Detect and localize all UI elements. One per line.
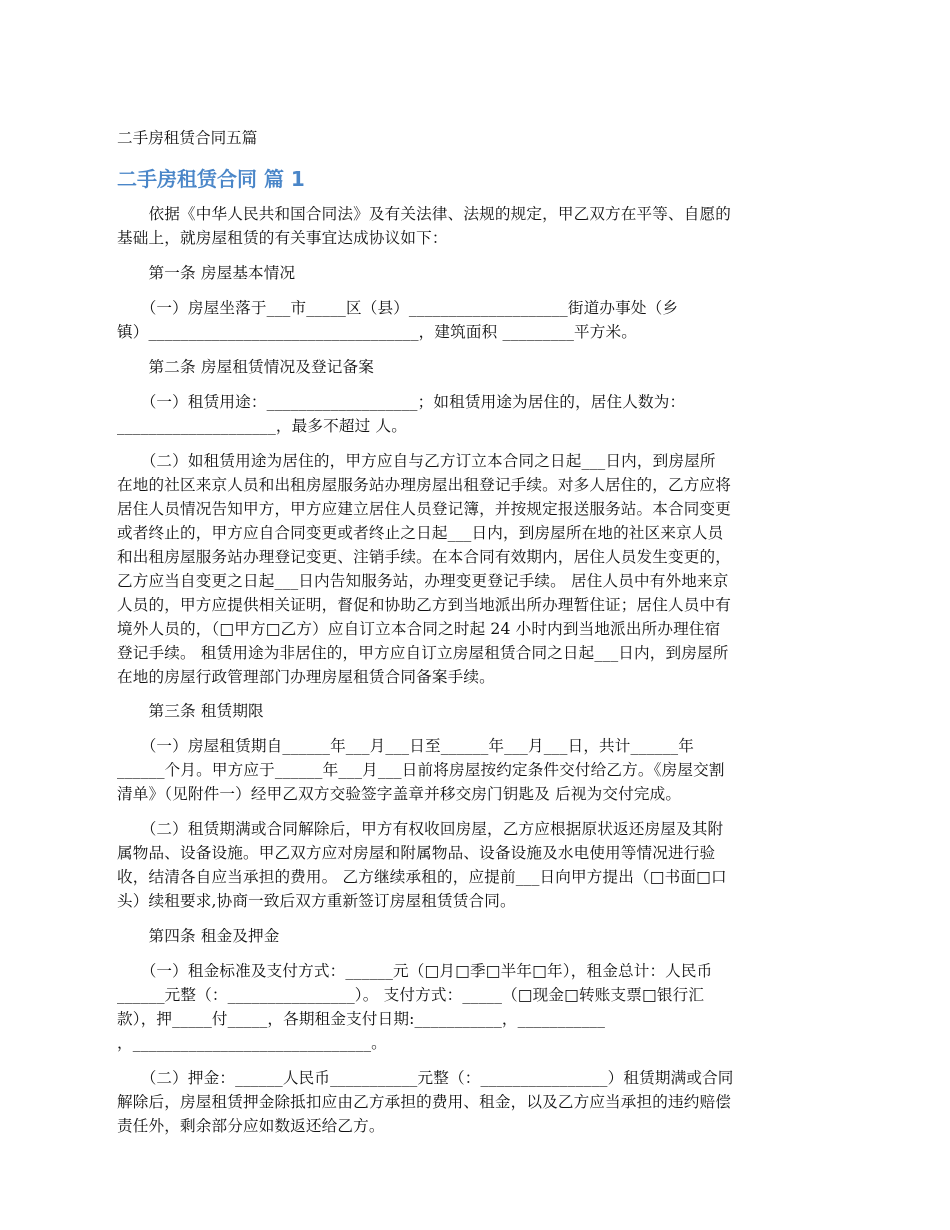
body-line: （一）租赁用途：___________________；如租赁用途为居住的，居住人数为：: [117, 393, 686, 411]
body-line: 和出租房屋服务站办理登记变更、注销手续。在本合同有效期内，居住人员发生变更的，: [117, 548, 732, 566]
body-line: 第三条 租赁期限: [117, 702, 264, 720]
body-line: 镇）__________________________________，建筑面积 _________平方米。: [117, 323, 638, 341]
body-line: 头）续租要求,协商一致后双方重新签订房屋租赁赁合同。: [117, 892, 516, 910]
body-line: ____________________，最多不超过 人。: [117, 417, 407, 435]
body-line: ，______________________________。: [117, 1034, 387, 1052]
document-title: 二手房租赁合同五篇: [117, 129, 258, 147]
body-line: 在地的房屋行政管理部门办理房屋租赁合同备案手续。: [117, 668, 495, 686]
body-line: （一）房屋租赁期自______年___月___日至______年___月___日，共计______年: [117, 737, 694, 755]
body-line: 在地的社区来京人员和出租房屋服务站办理房屋出租登记手续。对多人居住的，乙方应将: [117, 476, 732, 494]
body-line: 基础上，就房屋租赁的有关事宜达成协议如下：: [117, 229, 448, 247]
body-line: （二）如租赁用途为居住的，甲方应自与乙方订立本合同之日起___日内，到房屋所: [117, 452, 716, 470]
body-line: 责任外，剩余部分应如数返还给乙方。: [117, 1117, 385, 1135]
section-heading: 二手房租赁合同 篇 1: [117, 167, 305, 191]
body-line: 依据《中华人民共和国合同法》及有关法律、法规的规定，甲乙双方在平等、自愿的: [117, 205, 732, 223]
body-line: 款），押_____付_____，各期租金支付日期:___________，___________: [117, 1010, 606, 1028]
body-line: 第四条 租金及押金: [117, 927, 280, 945]
body-line: （一）租金标准及支付方式：______元（□月□季□半年□年），租金总计：人民币: [117, 962, 713, 980]
body-line: ______个月。甲方应于______年___月___日前将房屋按约定条件交付给乙方。《房屋交割: [117, 761, 725, 779]
body-line: 收，结清各自应当承担的费用。 乙方继续承租的，应提前___日向甲方提出（□书面□口: [117, 868, 727, 886]
body-line: 人员的，甲方应提供相关证明，督促和协助乙方到当地派出所办理暂住证；居住人员中有: [117, 596, 732, 614]
body-line: （二）押金：______人民币___________元整（：________________）租赁期满或合同: [117, 1069, 734, 1087]
body-line: 清单》（见附件一）经甲乙双方交验签字盖章并移交房门钥匙及 后视为交付完成。: [117, 785, 682, 803]
body-line: 第一条 房屋基本情况: [117, 264, 296, 282]
body-line: （二）租赁期满或合同解除后，甲方有权收回房屋，乙方应根据原状返还房屋及其附: [117, 820, 724, 838]
body-line: 居住人员情况告知甲方，甲方应建立居住人员登记簿，并按规定报送服务站。本合同变更: [117, 500, 732, 518]
body-line: ______元整（：________________）。 支付方式：_____（□现金□转账支票□银行汇: [117, 986, 705, 1004]
body-line: （一）房屋坐落于___市_____区（县）____________________街道办事处（乡: [117, 299, 679, 317]
body-line: 解除后，房屋租赁押金除抵扣应由乙方承担的费用、租金，以及乙方应当承担的违约赔偿: [117, 1093, 732, 1111]
body-line: 乙方应当自变更之日起___日内告知服务站，办理变更登记手续。 居住人员中有外地来京: [117, 572, 729, 590]
body-line: 登记手续。 租赁用途为非居住的，甲方应自订立房屋租赁合同之日起___日内，到房屋所: [117, 644, 729, 662]
body-line: 或者终止的，甲方应自合同变更或者终止之日起___日内，到房屋所在地的社区来京人员: [117, 524, 724, 542]
body-line: 境外人员的，（□甲方□乙方）应自订立本合同之时起 24 小时内到当地派出所办理住宿: [117, 620, 721, 638]
body-line: 第二条 房屋租赁情况及登记备案: [117, 358, 375, 376]
body-line: 属物品、设备设施。甲乙双方应对房屋和附属物品、设备设施及水电使用等情况进行验: [117, 844, 716, 862]
